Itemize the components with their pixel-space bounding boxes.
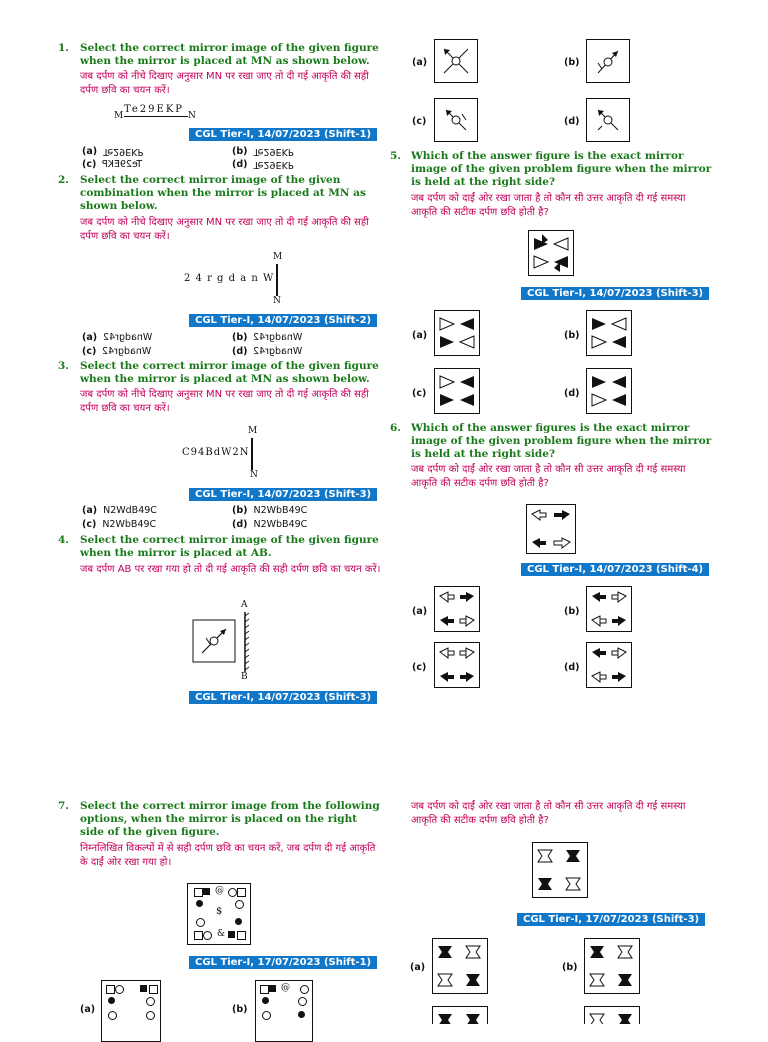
circle-outline: [300, 985, 309, 994]
option-b[interactable]: (b): [562, 962, 578, 973]
option-label: (c): [82, 346, 97, 357]
option-a[interactable]: (a): [412, 57, 428, 68]
option-d[interactable]: [232, 519, 307, 530]
problem-figure: [180, 426, 280, 482]
option-c[interactable]: (c): [412, 662, 427, 673]
mirror-label-n: N: [250, 470, 258, 480]
question-number: 2.: [58, 174, 69, 186]
option-a[interactable]: [82, 505, 157, 516]
question-text-en: Select the correct mirror image of the given figure when the mirror is placed at AB.: [80, 534, 379, 559]
option-c-figure[interactable]: [434, 642, 480, 688]
square-filled: [228, 931, 235, 938]
option-a[interactable]: [82, 332, 152, 343]
problem-figure: [114, 104, 194, 124]
option-b-figure[interactable]: [255, 980, 313, 1042]
question-text-hi: जब दर्पण को दाईं ओर रखा जाता है तो कौन सी उत्तर आकृति दी गई समस्या आकृति की सटीक दर्पण छवि होती है?: [411, 801, 686, 826]
option-d[interactable]: [232, 159, 294, 170]
option-text: Te29EKP: [102, 159, 143, 170]
exam-tag: CGL Tier-I, 14/07/2023 (Shift-3): [189, 488, 377, 501]
option-text: Te29EKP: [253, 159, 294, 170]
square-outline: [237, 931, 246, 940]
option-label: (c): [82, 159, 97, 170]
option-c[interactable]: [82, 346, 152, 357]
option-b-figure[interactable]: [586, 310, 632, 356]
question-text-hi: जब दर्पण AB पर रखा गया हो तो दी गई आकृति की सही दर्पण छवि का चयन करें।: [80, 564, 381, 575]
option-b-figure[interactable]: [584, 938, 640, 994]
at-symbol: @: [215, 886, 224, 896]
question-text-hi: जब दर्पण को नीचे दिखाए अनुसार MN पर रखा जाए तो दी गई आकृति की सही दर्पण छवि का चयन करें।: [80, 71, 369, 96]
option-text: Te29EKP: [253, 146, 294, 157]
circle-filled: [108, 997, 115, 1004]
option-a[interactable]: (a): [412, 330, 428, 341]
option-label: (c): [82, 519, 97, 530]
circle-outline: [146, 1011, 155, 1020]
option-label: (a): [82, 146, 98, 157]
circle-outline: [203, 931, 212, 940]
problem-figure: [180, 252, 290, 306]
circle-outline: [108, 1011, 117, 1020]
option-d[interactable]: [232, 346, 303, 357]
problem-figure: [528, 230, 574, 276]
option-d[interactable]: (d): [564, 388, 580, 399]
option-b[interactable]: (b): [232, 1004, 248, 1015]
question-number: 1.: [58, 42, 69, 54]
question-text-hi: जब दर्पण को नीचे दिखाए अनुसार MN पर रखा जाए तो दी गई आकृति की सही दर्पण छवि का चयन करें।: [80, 389, 369, 414]
exam-tag: CGL Tier-I, 14/07/2023 (Shift-3): [521, 287, 709, 300]
exam-tag: CGL Tier-I, 14/07/2023 (Shift-1): [189, 128, 377, 141]
problem-figure: [187, 883, 251, 945]
option-text: Te29EKP: [103, 146, 144, 157]
arrow-figure: [190, 610, 252, 672]
mirror-label-b: B: [241, 672, 248, 682]
option-b[interactable]: [232, 332, 303, 343]
question-number: 4.: [58, 534, 69, 546]
option-label: (d): [232, 519, 248, 530]
dollar-symbol: $: [216, 906, 223, 917]
square-filled: [140, 985, 147, 992]
option-c-figure-partial[interactable]: [432, 1006, 488, 1024]
option-text: N2WbB49C: [253, 519, 308, 530]
option-a-figure[interactable]: [434, 39, 478, 83]
question-text-en: Which of the answer figure is the exact mirror image of the given problem figure when the mirror is held at the right side?: [411, 150, 712, 188]
option-b[interactable]: (b): [564, 57, 580, 68]
option-text: N2WdB49C: [103, 505, 157, 516]
option-c[interactable]: (c): [412, 388, 427, 399]
question-text-en: Select the correct mirror image of the given figure when the mirror is placed at MN as shown below.: [80, 42, 379, 67]
option-a[interactable]: (a): [80, 1004, 96, 1015]
square-outline: [260, 985, 269, 994]
square-filled: [269, 985, 276, 992]
question-text-hi: जब दर्पण को दाईं ओर रखा जाता है तो कौन सी उत्तर आकृति दी गई समस्या आकृति की सटीक दर्पण छवि होती है?: [411, 464, 686, 489]
mirror-label-m: M: [273, 252, 283, 262]
circle-filled: [235, 918, 242, 925]
circle-outline: [235, 900, 244, 909]
option-a-figure[interactable]: [434, 310, 480, 356]
option-text: N2WbB49C: [253, 505, 308, 516]
option-text: Wnadgr42: [103, 332, 153, 343]
mirror-label-a: A: [241, 600, 248, 610]
square-outline: [237, 888, 246, 897]
option-a-figure[interactable]: [101, 980, 161, 1042]
mirror-line: [276, 264, 278, 296]
square-outline: [149, 985, 158, 994]
option-label: (d): [232, 159, 248, 170]
figure-word: 2 4 r g d a n W: [184, 273, 275, 284]
option-text: N2WbB49C: [102, 519, 157, 530]
problem-figure: [190, 600, 260, 686]
exam-tag: CGL Tier-I, 14/07/2023 (Shift-4): [521, 563, 709, 576]
question-text-en: Select the correct mirror image from the following options, when the mirror is placed on the right side of the given figure.: [80, 800, 380, 838]
question-number: 5.: [390, 150, 401, 162]
exam-tag: CGL Tier-I, 14/07/2023 (Shift-2): [189, 314, 377, 327]
option-d-figure[interactable]: [586, 642, 632, 688]
option-a[interactable]: [82, 146, 143, 157]
option-b[interactable]: (b): [564, 330, 580, 341]
question-text-hi: जब दर्पण को नीचे दिखाए अनुसार MN पर रखा जाए तो दी गई आकृति की सही दर्पण छवि का चयन करें।: [80, 217, 369, 242]
option-a-figure[interactable]: [434, 586, 480, 632]
circle-outline: [228, 888, 237, 897]
circle-outline: [196, 918, 205, 927]
exam-tag: CGL Tier-I, 17/07/2023 (Shift-1): [189, 956, 377, 969]
at-symbol: @: [281, 983, 290, 993]
option-c[interactable]: (c): [412, 116, 427, 127]
option-label: (b): [232, 332, 248, 343]
mirror-label-n: N: [188, 111, 196, 121]
figure-word: C94BdW2N: [182, 447, 250, 458]
option-text: Wnadgr42: [253, 332, 303, 343]
exam-tag: CGL Tier-I, 17/07/2023 (Shift-3): [517, 913, 705, 926]
mirror-line: [124, 116, 188, 117]
option-label: (b): [232, 505, 248, 516]
circle-outline: [298, 997, 307, 1006]
option-b[interactable]: (b): [564, 606, 580, 617]
option-label: (a): [82, 505, 98, 516]
question-number: 3.: [58, 360, 69, 372]
mirror-line: [251, 438, 253, 470]
option-a-figure[interactable]: [432, 938, 488, 994]
mirror-label-n: N: [273, 296, 281, 306]
circle-outline: [115, 985, 124, 994]
problem-figure: [526, 504, 576, 554]
question-number: 7.: [58, 800, 69, 812]
option-label: (a): [82, 332, 98, 343]
option-d[interactable]: (d): [564, 662, 580, 673]
option-d-figure[interactable]: [586, 368, 632, 414]
option-b-figure[interactable]: [586, 586, 632, 632]
question-text-en: Select the correct mirror image of the given figure when the mirror is placed at MN as shown below.: [80, 360, 379, 385]
circle-filled: [298, 1011, 305, 1018]
circle-filled: [262, 997, 269, 1004]
option-c[interactable]: [82, 159, 142, 170]
option-b-figure[interactable]: [586, 39, 630, 83]
question-text-hi: निम्नलिखित विकल्पों में से सही दर्पण छवि का चयन करें, जब दर्पण दी गई आकृति के दाईं ओर रखा गया हो।: [80, 843, 376, 868]
option-label: (b): [232, 146, 248, 157]
option-d-figure[interactable]: [586, 98, 630, 142]
circle-outline: [146, 997, 155, 1006]
option-b[interactable]: [232, 505, 307, 516]
square-outline: [194, 888, 203, 897]
option-b[interactable]: [232, 146, 294, 157]
option-c-figure[interactable]: [434, 368, 480, 414]
option-text: Wnadgr42: [102, 346, 152, 357]
question-number: 6.: [390, 422, 401, 434]
square-outline: [106, 985, 115, 994]
mirror-label-m: M: [248, 426, 258, 436]
figure-word: Te29EKP: [124, 104, 185, 115]
option-d[interactable]: (d): [564, 116, 580, 127]
mirror-label-m: M: [114, 111, 124, 121]
circle-filled: [196, 900, 203, 907]
question-text-hi: जब दर्पण को दाईं ओर रखा जाता है तो कौन सी उत्तर आकृति दी गई समस्या आकृति की सटीक दर्पण छवि होती है?: [411, 193, 686, 218]
option-d-figure-partial[interactable]: [584, 1006, 640, 1024]
question-text-en: Which of the answer figures is the exact mirror image of the given problem figure when the mirror is held at the right side?: [411, 422, 712, 460]
option-a[interactable]: (a): [410, 962, 426, 973]
exam-tag: CGL Tier-I, 14/07/2023 (Shift-3): [189, 691, 377, 704]
square-outline: [194, 931, 203, 940]
problem-figure: [532, 842, 588, 898]
question-text-en: Select the correct mirror image of the given combination when the mirror is placed at MN as shown below.: [80, 174, 366, 212]
option-a[interactable]: (a): [412, 606, 428, 617]
circle-outline: [262, 1011, 271, 1020]
ampersand-symbol: &: [217, 929, 226, 939]
square-filled: [203, 888, 210, 895]
option-c[interactable]: [82, 519, 156, 530]
option-c-figure[interactable]: [434, 98, 478, 142]
option-label: (d): [232, 346, 248, 357]
option-text: Wnadgr42: [253, 346, 303, 357]
